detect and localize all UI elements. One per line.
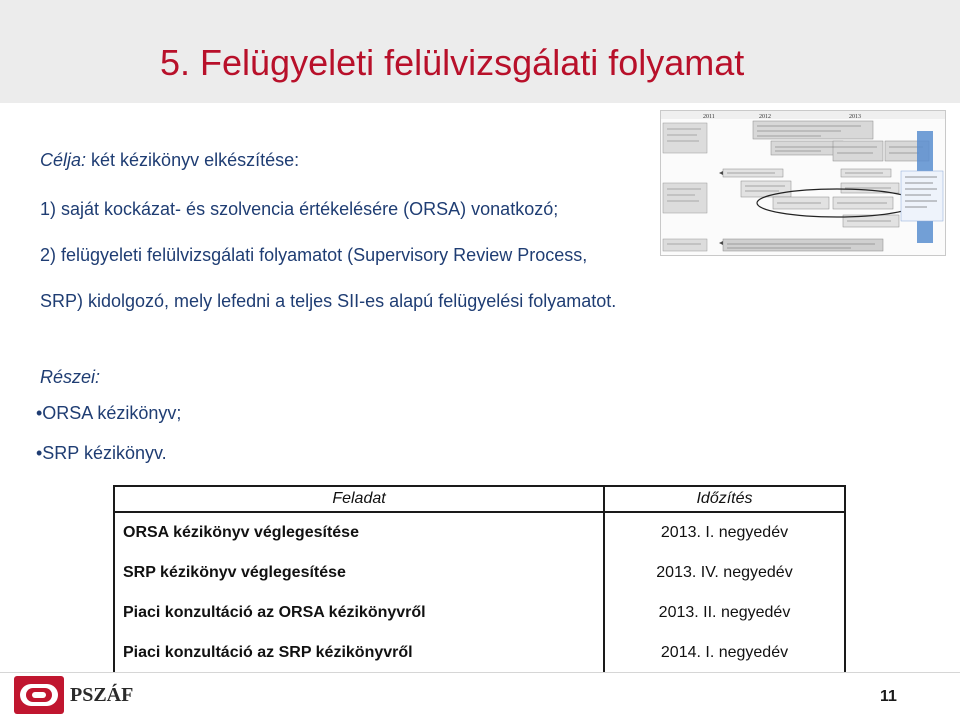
table-header-row <box>114 486 845 512</box>
table-cell-task: Piaci konzultáció az ORSA kézikönyvről <box>114 593 604 633</box>
goal-line <box>40 150 299 171</box>
footer-bar <box>0 672 960 718</box>
brand-name: PSZÁF <box>70 684 134 706</box>
table-header-task: Feladat <box>114 486 604 512</box>
table-row <box>114 593 845 633</box>
table-cell-timing: 2013. II. negyedév <box>658 604 791 621</box>
goal-text: két kézikönyv elkészítése: <box>86 150 300 170</box>
page-number: 11 <box>880 688 897 705</box>
pszaf-logo-graphic <box>14 676 64 714</box>
goal-item-2-line-1: 2) felügyeleti felülvizsgálati folyamatot (Supervisory Review Process, <box>40 245 588 265</box>
table-cell-task: ORSA kézikönyv véglegesítése <box>114 512 604 553</box>
slide-title: 5. Felügyeleti felülvizsgálati folyamat <box>160 42 745 83</box>
parts-label: Részei: <box>40 367 101 387</box>
table-row <box>114 553 845 593</box>
goal-item-2-line-2: SRP) kidolgozó, mely lefedni a teljes SII-es alapú felügyelési folyamatot. <box>40 291 617 311</box>
process-diagram <box>660 110 946 256</box>
table-cell-task: SRP kézikönyv véglegesítése <box>114 553 604 593</box>
table-cell-timing: 2014. I. negyedév <box>660 644 789 661</box>
parts-item-orsa: •ORSA kézikönyv; <box>36 403 182 423</box>
task-table <box>113 485 846 675</box>
table-cell-timing: 2013. IV. negyedév <box>656 564 793 581</box>
table-row <box>114 512 845 553</box>
goal-item-1: 1) saját kockázat- és szolvencia értékelésére (ORSA) vonatkozó; <box>40 199 559 219</box>
goal-label: Célja: <box>40 150 87 170</box>
diagram-year-2: 2012 <box>759 114 771 120</box>
table-row <box>114 633 845 674</box>
table-header-timing: Időzítés <box>604 486 845 512</box>
process-diagram-graphic <box>661 111 945 255</box>
diagram-year-1: 2011 <box>703 114 715 120</box>
table-cell-timing: 2013. I. negyedév <box>660 524 789 541</box>
diagram-year-3: 2013 <box>849 114 861 120</box>
table-cell-task: Piaci konzultáció az SRP kézikönyvről <box>114 633 604 674</box>
parts-item-srp: •SRP kézikönyv. <box>36 443 167 463</box>
pszaf-logo-icon <box>14 676 64 714</box>
